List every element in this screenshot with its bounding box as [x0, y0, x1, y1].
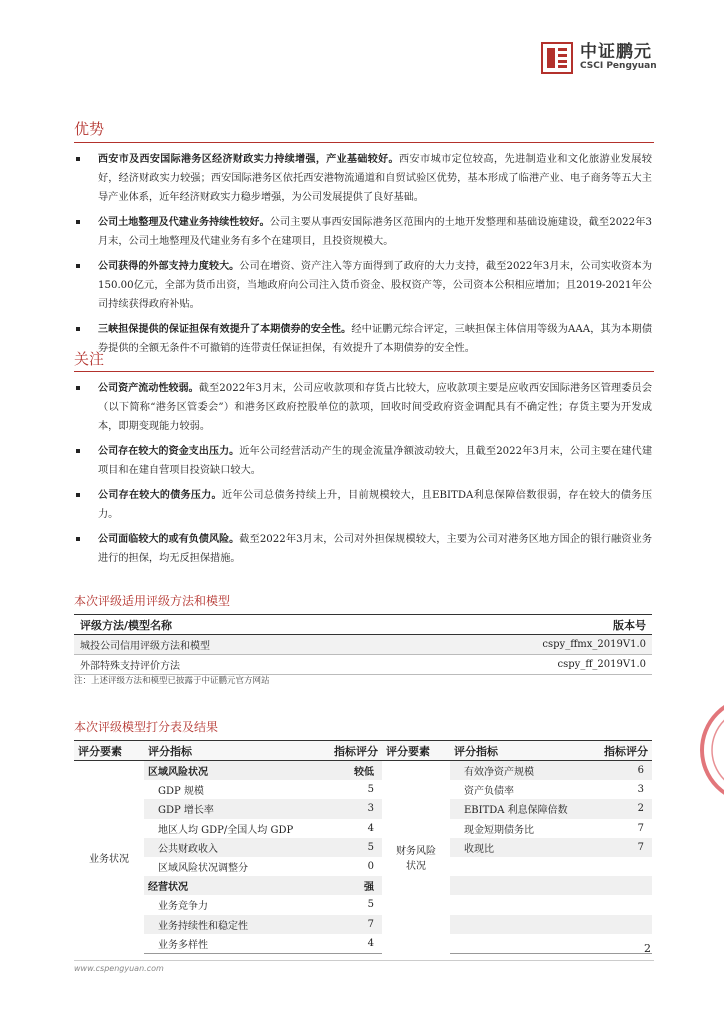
scoring-value: 6	[582, 761, 652, 781]
empty-cell	[582, 915, 652, 934]
scoring-header-indicator-left: 评分指标	[144, 741, 304, 761]
scoring-indicator: 经营状况	[144, 876, 304, 895]
empty-cell	[450, 915, 582, 934]
scoring-table-title: 本次评级模型打分表及结果	[74, 720, 219, 734]
logo-english-name: CSCI Pengyuan	[580, 61, 657, 72]
scoring-indicator: 区域风险状况	[144, 761, 304, 781]
bullet-item	[74, 530, 652, 568]
concerns-divider	[74, 371, 654, 372]
scoring-indicator: 资产负债率	[464, 786, 514, 798]
table-row	[74, 655, 652, 675]
scoring-value: 4	[304, 934, 382, 954]
table-row	[74, 934, 652, 954]
method-version: cspy_ff_2019V1.0	[393, 655, 652, 675]
method-name: 城投公司信用评级方法和模型	[74, 635, 393, 655]
scoring-indicator: 地区人均 GDP/全国人均 GDP	[158, 824, 294, 836]
empty-cell	[582, 876, 652, 895]
scoring-value: 3	[304, 799, 382, 818]
empty-cell	[450, 857, 582, 876]
scoring-indicator: 有效净资产规模	[450, 761, 582, 781]
concerns-heading: 关注	[74, 350, 105, 368]
scoring-value: 3	[637, 784, 644, 796]
scoring-indicator: GDP 增长率	[144, 799, 304, 818]
scoring-value: 5	[367, 784, 374, 796]
scoring-header-score-right: 指标评分	[582, 741, 652, 761]
scoring-value: 7	[582, 838, 652, 857]
scoring-value: 2	[582, 799, 652, 818]
bullet-square-icon	[76, 327, 80, 331]
logo-chinese-name: 中证鹏元	[580, 42, 652, 63]
empty-cell	[582, 934, 652, 954]
seal-stamp-icon	[694, 680, 724, 820]
scoring-table	[74, 740, 652, 954]
bullet-heading: 公司面临较大的或有负债风险。	[98, 534, 240, 545]
bullet-square-icon	[76, 449, 80, 453]
table-row	[74, 838, 652, 857]
empty-cell	[450, 934, 582, 954]
method-version: cspy_ffmx_2019V1.0	[393, 635, 652, 655]
methods-note: 注：上述评级方法和模型已披露于中证鹏元官方网站	[74, 676, 270, 686]
scoring-value: 4	[367, 822, 374, 834]
strengths-divider	[74, 142, 654, 143]
bullet-item	[74, 213, 652, 251]
table-row	[74, 915, 652, 934]
scoring-header-score-left: 指标评分	[304, 741, 382, 761]
footer-divider	[74, 960, 654, 961]
page-number: 2	[644, 942, 651, 955]
bullet-item	[74, 379, 652, 436]
scoring-indicator: 业务持续性和稳定性	[144, 915, 304, 934]
bullet-text: 经中证鹏元综合评定，三峡担保主体信用等级为AAA，其为本期债券提供的全额无条件不可撤销的连带责任保证担保，有效提升了本期债券的安全性。	[98, 324, 653, 354]
concerns-list	[74, 379, 652, 574]
footer-website-link[interactable]: www.cspengyuan.com	[74, 964, 164, 973]
scoring-value: 7	[304, 915, 382, 934]
bullet-square-icon	[76, 537, 80, 541]
method-name: 外部特殊支持评价方法	[74, 655, 393, 675]
bullet-item	[74, 150, 652, 207]
table-row	[74, 780, 652, 799]
bullet-heading: 公司存在较大的资金支出压力。	[98, 446, 240, 457]
scoring-value: 7	[637, 822, 644, 834]
bullet-heading: 西安市及西安国际港务区经济财政实力持续增强，产业基础较好。	[98, 154, 399, 165]
methods-table-title: 本次评级适用评级方法和模型	[74, 594, 231, 608]
table-row	[74, 895, 652, 914]
table-row	[74, 857, 652, 876]
methods-header-name: 评级方法/模型名称	[74, 615, 393, 635]
scoring-value: 较低	[304, 761, 382, 781]
table-row	[74, 876, 652, 895]
strengths-list	[74, 150, 652, 364]
logo-mark-icon	[540, 41, 574, 75]
table-row	[74, 819, 652, 838]
scoring-value: 5	[367, 899, 374, 911]
bullet-text: 公司在增资、资产注入等方面得到了政府的大力支持，截至2022年3月末，公司实收资本为150.00亿元，全部为货币出资，当地政府向公司注入货币资金、股权资产等，公司资本公积相应增加；且2019-2021年公司持续获得政府补贴。	[98, 261, 653, 310]
bullet-square-icon	[76, 493, 80, 497]
scoring-indicator: 现金短期债务比	[464, 824, 534, 836]
scoring-indicator: GDP 规模	[158, 786, 204, 798]
table-row	[74, 635, 652, 655]
scoring-value: 5	[304, 838, 382, 857]
empty-cell	[582, 857, 652, 876]
bullet-square-icon	[76, 386, 80, 390]
methods-table	[74, 614, 652, 675]
strengths-heading: 优势	[74, 120, 105, 138]
scoring-indicator: 公共财政收入	[144, 838, 304, 857]
bullet-heading: 三峡担保提供的保证担保有效提升了本期债券的安全性。	[98, 324, 352, 335]
empty-cell	[450, 895, 582, 914]
bullet-heading: 公司资产流动性较弱。	[98, 383, 199, 394]
bullet-text: 公司主要从事西安国际港务区范围内的土地开发整理和基础设施建设，截至2022年3月末，公司土地整理及代建业务有多个在建项目，且投资规模大。	[98, 217, 653, 247]
bullet-square-icon	[76, 157, 80, 161]
scoring-indicator: 收现比	[450, 838, 582, 857]
bullet-heading: 公司存在较大的债务压力。	[98, 490, 222, 501]
empty-cell	[582, 895, 652, 914]
company-logo	[540, 40, 657, 76]
bullet-text: 近年公司经营活动产生的现金流量净额波动较大，且截至2022年3月末，公司主要在建代建项目和在建自营项目投资缺口较大。	[98, 446, 653, 476]
bullet-square-icon	[76, 220, 80, 224]
bullet-item	[74, 486, 652, 524]
bullet-item	[74, 320, 652, 358]
group-label-line: 财务风险	[396, 846, 436, 858]
scoring-indicator: EBITDA 利息保障倍数	[450, 799, 582, 818]
scoring-value: 强	[304, 876, 382, 895]
bullet-heading: 公司土地整理及代建业务持续性较好。	[98, 217, 270, 228]
scoring-header-factor-right: 评分要素	[382, 741, 450, 761]
bullet-text: 近年公司总债务持续上升，目前规模较大，且EBITDA利息保障倍数很弱，存在较大的债务压力。	[98, 490, 653, 520]
scoring-header-factor-left: 评分要素	[74, 741, 144, 761]
bullet-text: 西安市城市定位较高，先进制造业和文化旅游业发展较好，经济财政实力较强；西安国际港务区依托西安港物流通道和自贸试验区优势，基本形成了临港产业、电子商务等五大主导产业体系，近年经济财政实力稳步增强，为公司发展提供了良好基础。	[98, 154, 652, 203]
scoring-indicator: 区域风险状况调整分	[158, 863, 248, 875]
bullet-square-icon	[76, 264, 80, 268]
scoring-indicator: 业务多样性	[144, 934, 304, 954]
group-label-line: 状况	[406, 861, 426, 873]
scoring-group-financial	[382, 761, 450, 954]
methods-header-version: 版本号	[393, 615, 652, 635]
bullet-item	[74, 442, 652, 480]
scoring-indicator: 业务竞争力	[158, 901, 208, 913]
bullet-text: 截至2022年3月末，公司对外担保规模较大，主要为公司对港务区地方国企的银行融资业务进行的担保，均无反担保措施。	[98, 534, 653, 564]
table-row	[74, 799, 652, 818]
bullet-item	[74, 257, 652, 314]
scoring-value: 0	[367, 861, 374, 873]
table-row	[74, 761, 652, 781]
empty-cell	[450, 876, 582, 895]
bullet-heading: 公司获得的外部支持力度较大。	[98, 261, 240, 272]
scoring-header-indicator-right: 评分指标	[450, 741, 582, 761]
scoring-group-business: 业务状况	[89, 853, 129, 865]
bullet-text: 截至2022年3月末，公司应收款项和存货占比较大，应收款项主要是应收西安国际港务区管理委员会（以下简称“港务区管委会”）和港务区政府控股单位的款项，回收时间受政府资金调配具有不确定性；存货主要为开发成本，即期变现能力较弱。	[98, 383, 653, 432]
